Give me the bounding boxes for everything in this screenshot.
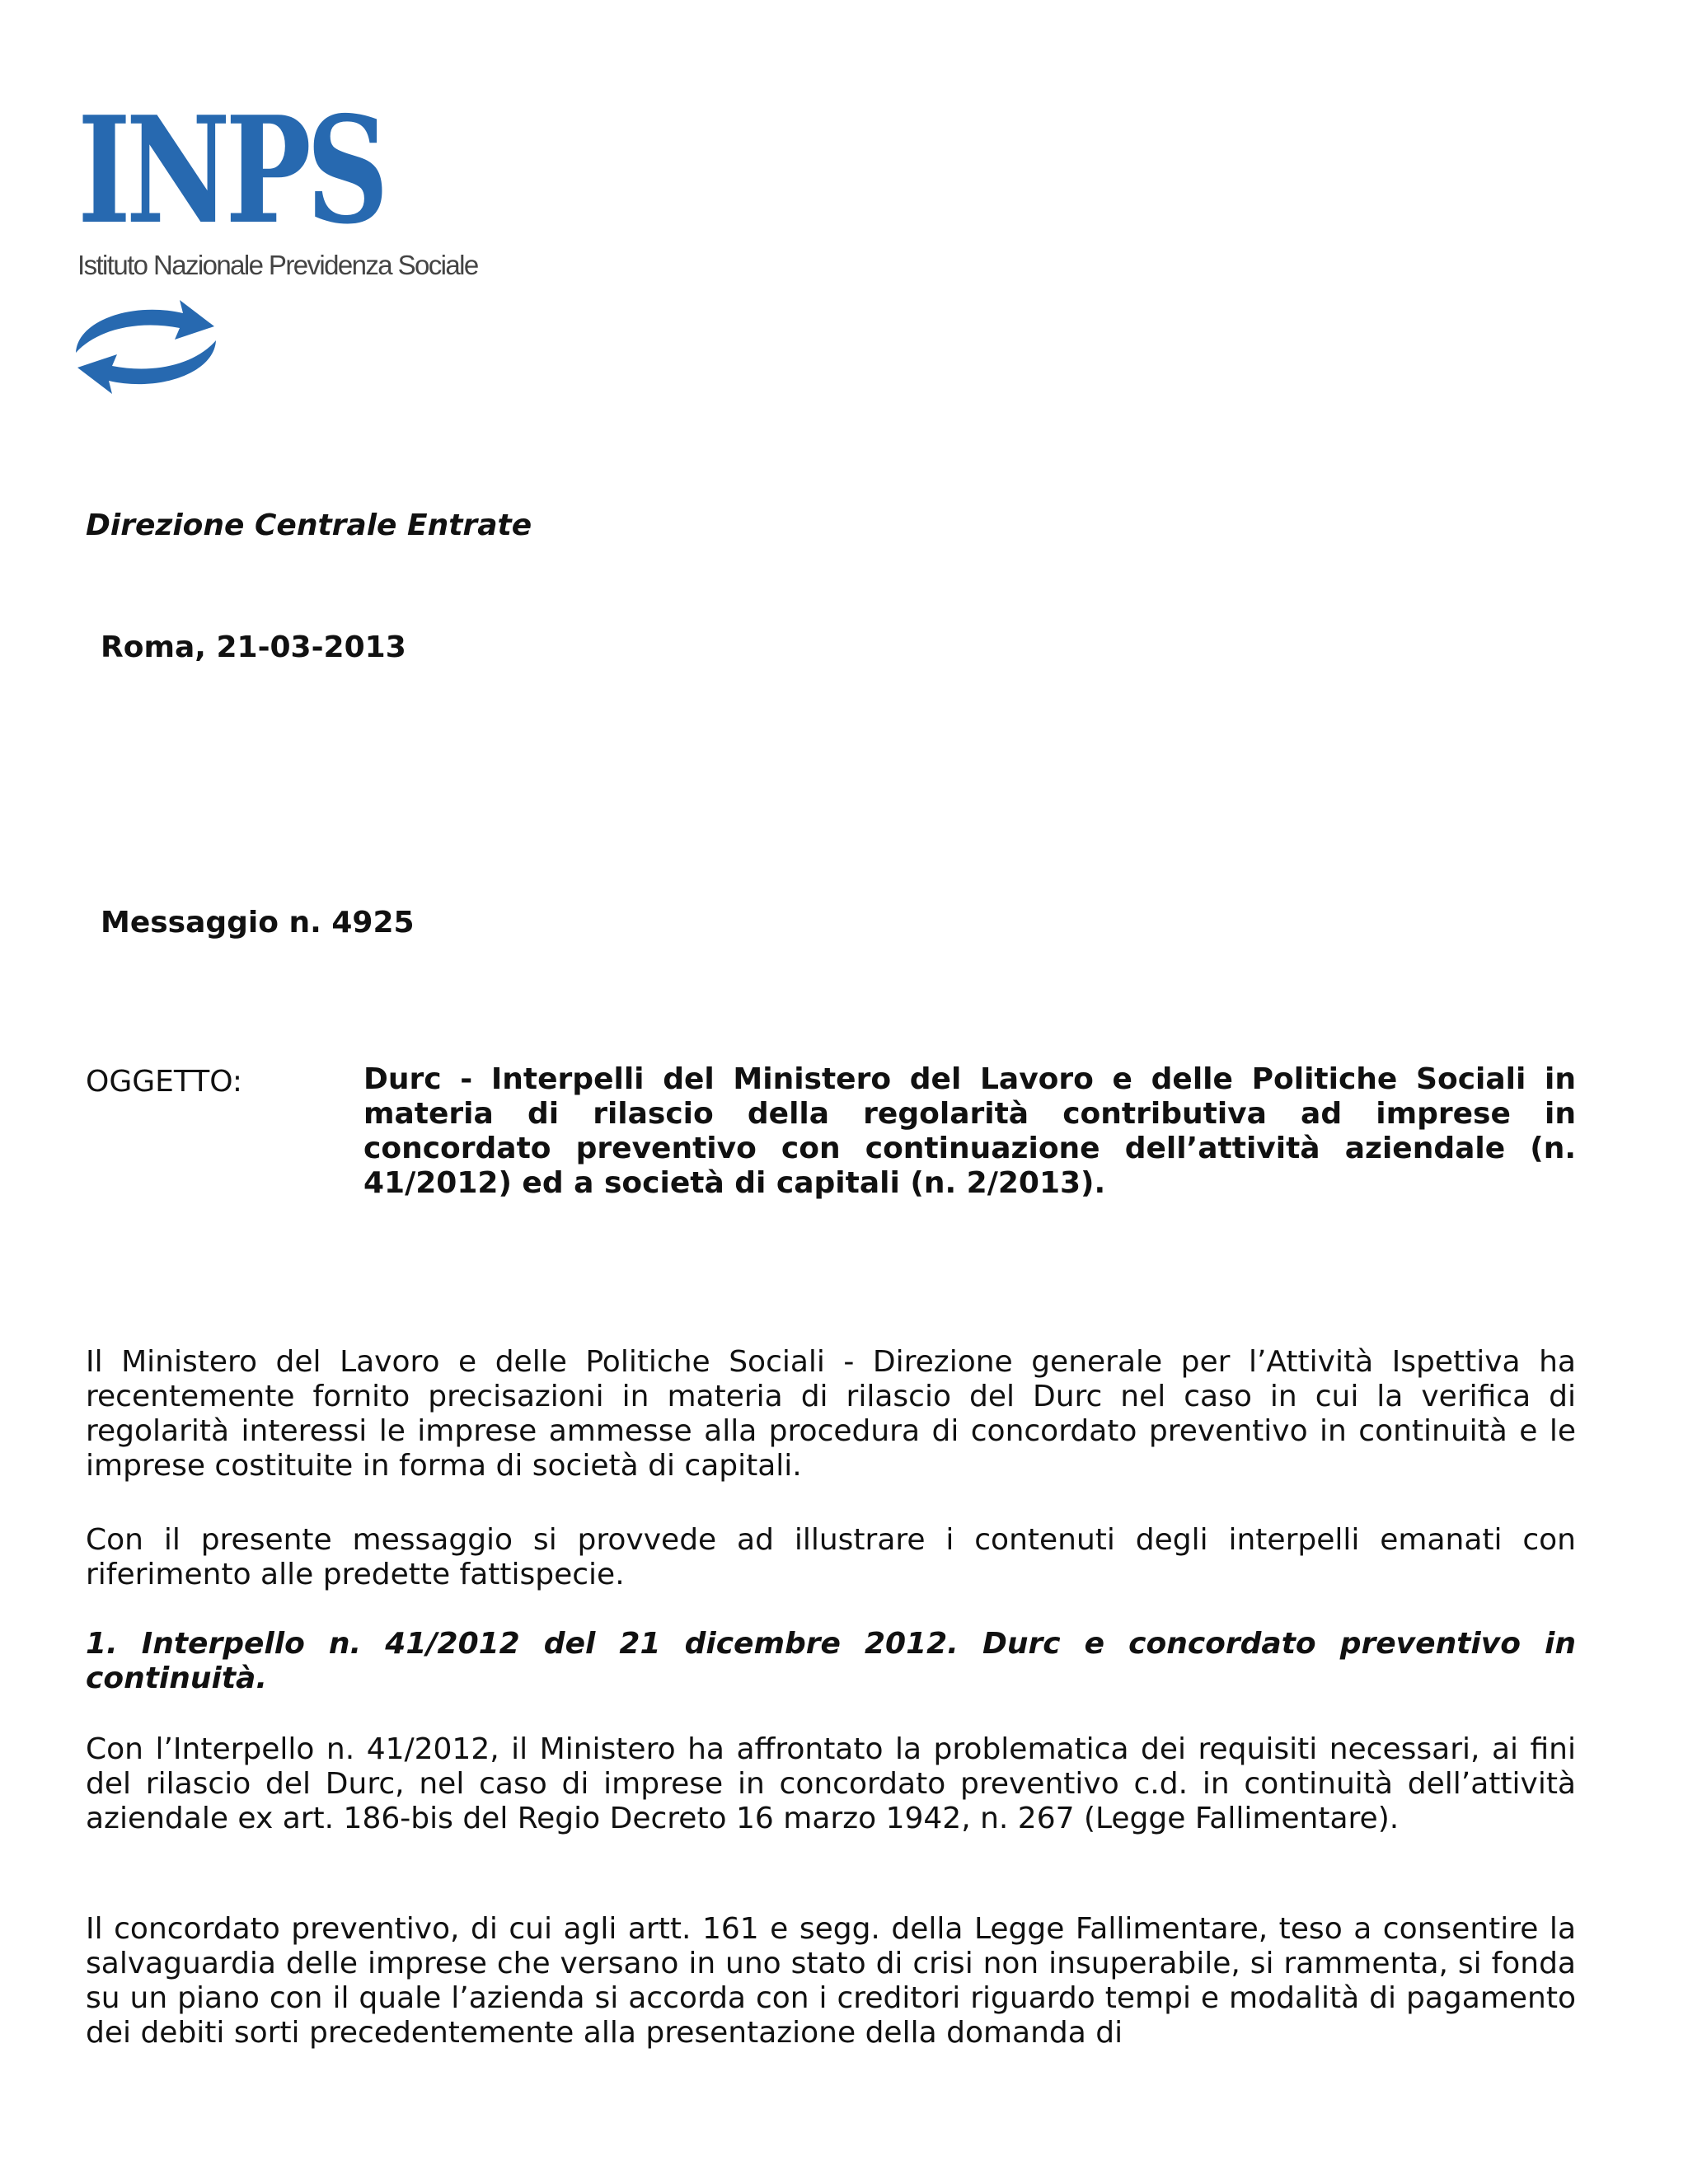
circular-arrows-icon [59, 295, 232, 398]
subject-text: Durc - Interpelli del Ministero del Lavoro e delle Politiche Sociali in materia di rilascio della regolarità contributiva ad imprese in concordato preventivo con continuazione dell’attività aziendale (n. 41/2012) ed a società di capitali (n. 2/2013). [363, 1062, 1576, 1200]
section-1-heading: 1. Interpello n. 41/2012 del 21 dicembre 2012. Durc e concordato preventivo in continuità. [86, 1627, 1576, 1695]
paragraph-1: Il Ministero del Lavoro e delle Politiche Sociali - Direzione generale per l’Attività Ispettiva ha recentemente fornito precisazioni in materia di rilascio del Durc nel caso in cui la verifica di regolarità interessi le imprese ammesse alla procedura di concordato preventivo in continuità e le imprese costituite in forma di società di capitali. [86, 1345, 1576, 1483]
subject-label: OGGETTO: [86, 1065, 243, 1099]
logo-subtitle: Istituto Nazionale Previdenza Sociale [77, 250, 478, 280]
paragraph-2: Con il presente messaggio si provvede ad illustrare i contenuti degli interpelli emanati con riferimento alle predette fattispecie. [86, 1523, 1576, 1591]
place-and-date: Roma, 21-03-2013 [101, 630, 406, 664]
logo-wordmark: INPS [77, 84, 384, 256]
paragraph-4: Il concordato preventivo, di cui agli artt. 161 e segg. della Legge Fallimentare, teso a consentire la salvaguardia delle imprese che versano in uno stato di crisi non insuperabile, si rammenta, si fonda su un piano con il quale l’azienda si accorda con i creditori riguardo tempi e modalità di pagamento dei debiti sorti precedentemente alla presentazione della domanda di [86, 1912, 1576, 2050]
inps-logo [59, 84, 521, 402]
paragraph-3: Con l’Interpello n. 41/2012, il Ministero ha affrontato la problematica dei requisiti necessari, ai fini del rilascio del Durc, nel caso di imprese in concordato preventivo c.d. in continuità dell’attività aziendale ex art. 186-bis del Regio Decreto 16 marzo 1942, n. 267 (Legge Fallimentare). [86, 1732, 1576, 1835]
department-name: Direzione Centrale Entrate [86, 509, 532, 542]
message-number: Messaggio n. 4925 [101, 906, 415, 940]
